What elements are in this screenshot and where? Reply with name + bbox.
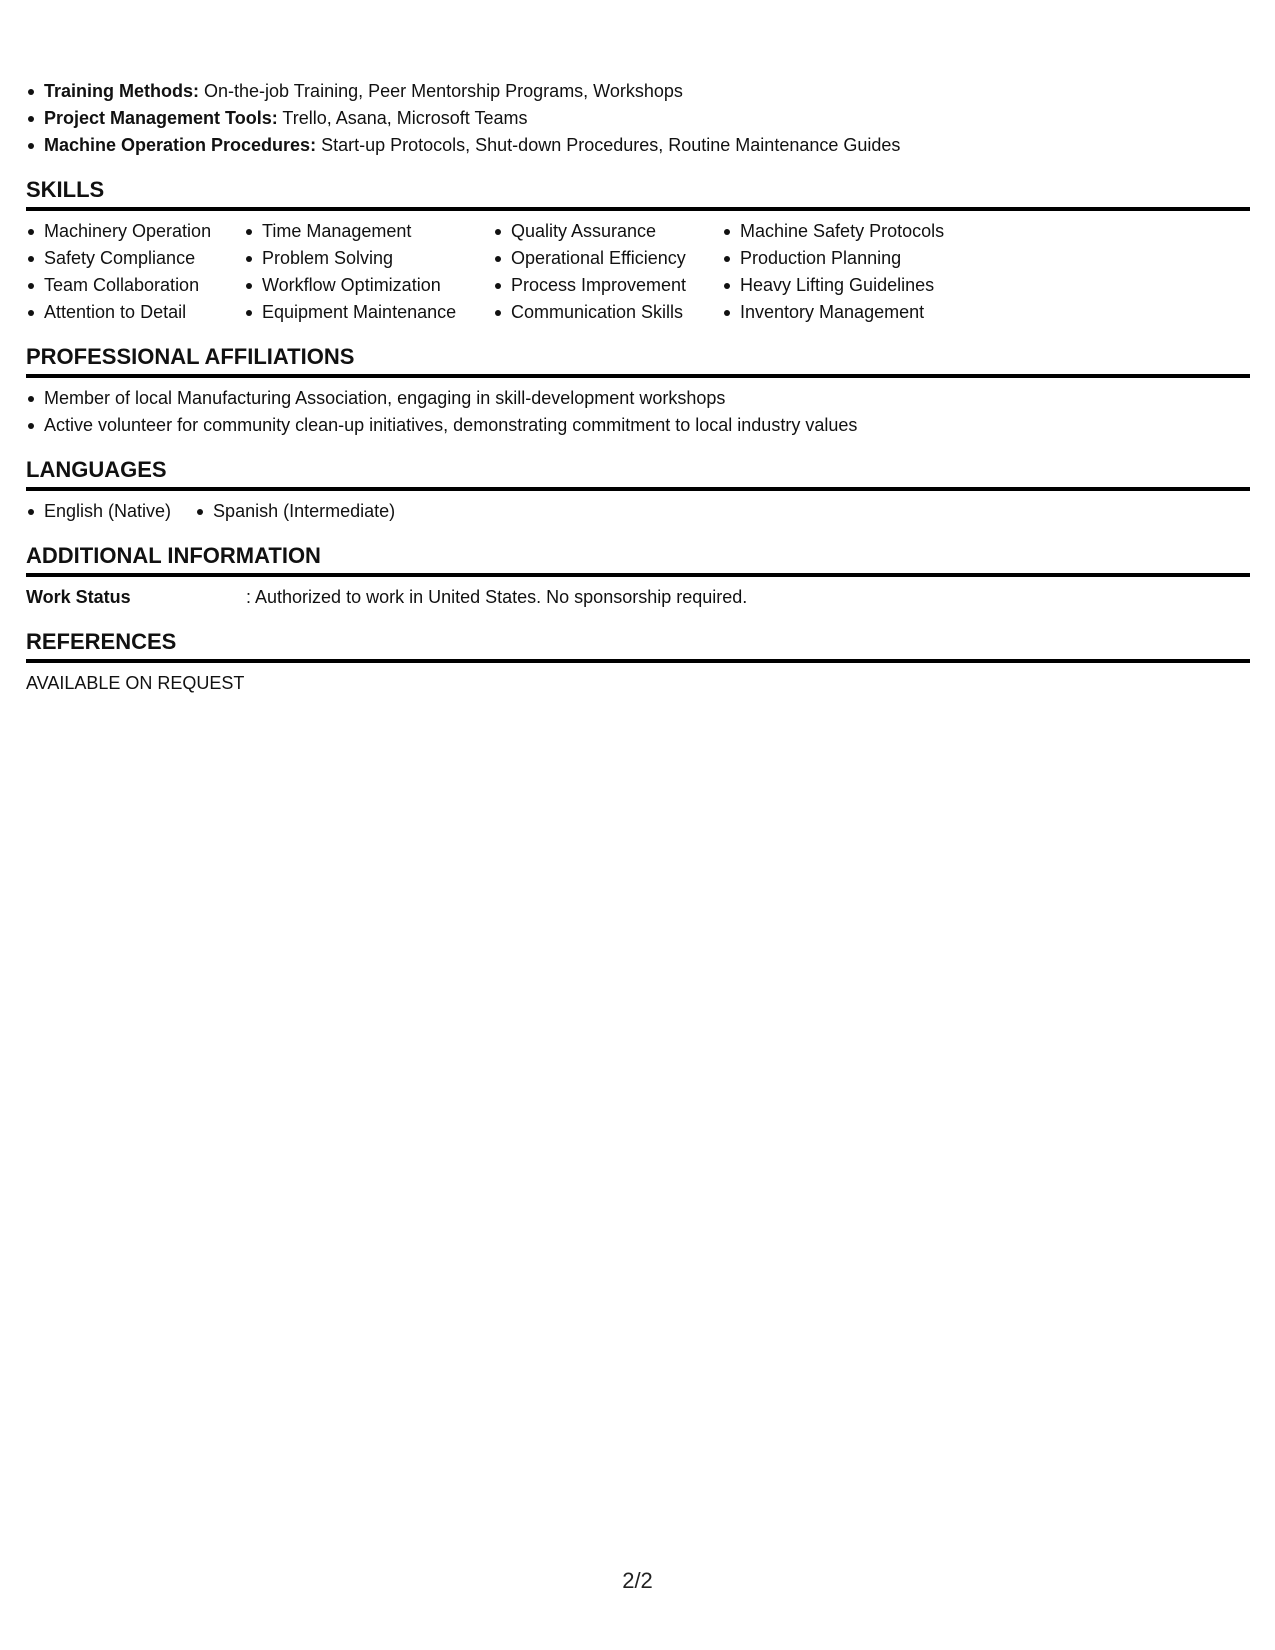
skills-section (26, 176, 1250, 326)
affiliations-list (26, 385, 1250, 439)
skill-item: Communication Skills (493, 299, 722, 326)
info-key: Work Status (26, 587, 131, 607)
references-section (26, 628, 1250, 697)
list-item (26, 78, 1250, 105)
skill-item: Attention to Detail (26, 299, 244, 326)
section-title: ADDITIONAL INFORMATION (26, 542, 1250, 577)
skills-column (722, 218, 982, 326)
list-item: Member of local Manufacturing Association, engaging in skill-development workshops (26, 385, 1250, 412)
skill-item: Machinery Operation (26, 218, 244, 245)
section-title: REFERENCES (26, 628, 1250, 663)
skill-item: Inventory Management (722, 299, 982, 326)
section-title: LANGUAGES (26, 456, 1250, 491)
resume-page (26, 78, 1250, 697)
list-item: Active volunteer for community clean-up initiatives, demonstrating commitment to local industry values (26, 412, 1250, 439)
item-label: Project Management Tools: (44, 108, 278, 128)
info-row (26, 584, 1250, 611)
skill-item: Process Improvement (493, 272, 722, 299)
list-item (26, 105, 1250, 132)
languages-list (26, 498, 1250, 525)
skill-item: Time Management (244, 218, 493, 245)
skill-item: Safety Compliance (26, 245, 244, 272)
skills-column (244, 218, 493, 326)
item-value: Start-up Protocols, Shut-down Procedures, Routine Maintenance Guides (321, 135, 901, 155)
skill-item: Equipment Maintenance (244, 299, 493, 326)
skills-column (493, 218, 722, 326)
additional-info-section (26, 542, 1250, 611)
section-title: SKILLS (26, 176, 1250, 211)
language-item: English (Native) (26, 498, 171, 525)
item-label: Machine Operation Procedures: (44, 135, 317, 155)
page-number: 2/2 (622, 1568, 653, 1593)
language-item: Spanish (Intermediate) (195, 498, 395, 525)
skills-column (26, 218, 244, 326)
skill-item: Problem Solving (244, 245, 493, 272)
item-value: On-the-job Training, Peer Mentorship Programs, Workshops (204, 81, 683, 101)
skill-item: Workflow Optimization (244, 272, 493, 299)
item-value: Trello, Asana, Microsoft Teams (282, 108, 528, 128)
skill-item: Team Collaboration (26, 272, 244, 299)
skills-grid (26, 218, 1250, 326)
languages-section (26, 456, 1250, 525)
item-label: Training Methods: (44, 81, 199, 101)
skill-item: Heavy Lifting Guidelines (722, 272, 982, 299)
list-item (26, 132, 1250, 159)
affiliations-section (26, 343, 1250, 439)
references-text: AVAILABLE ON REQUEST (26, 673, 245, 693)
section-title: PROFESSIONAL AFFILIATIONS (26, 343, 1250, 378)
details-list (26, 78, 1250, 159)
skill-item: Machine Safety Protocols (722, 218, 982, 245)
info-value: : Authorized to work in United States. No sponsorship required. (246, 587, 748, 607)
skill-item: Quality Assurance (493, 218, 722, 245)
skill-item: Production Planning (722, 245, 982, 272)
skill-item: Operational Efficiency (493, 245, 722, 272)
